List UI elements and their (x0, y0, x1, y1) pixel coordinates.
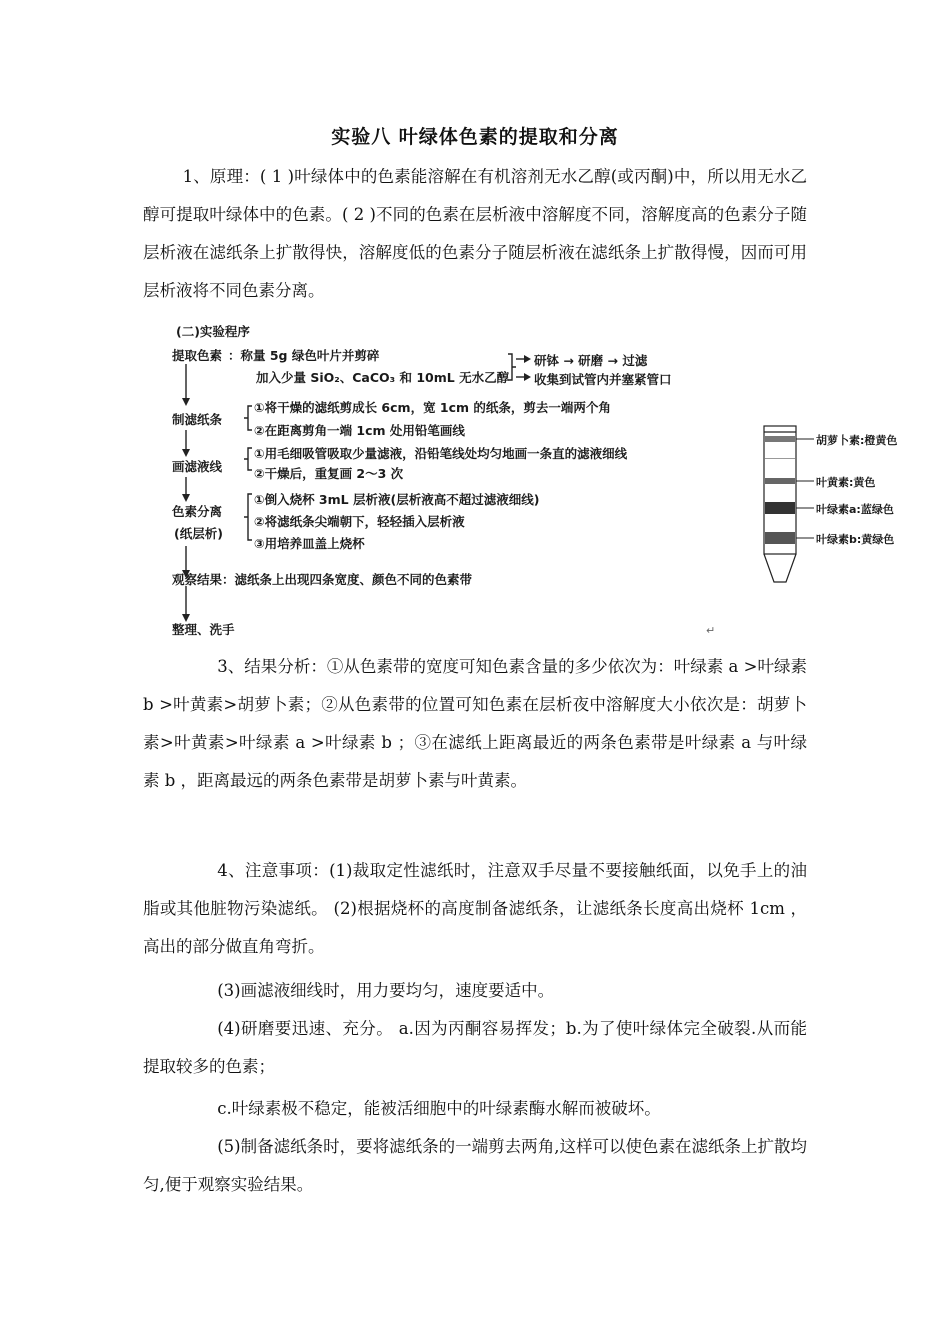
procedure-flowchart (172, 318, 712, 640)
step-line-line2: ②干燥后，重复画 2～3 次 (254, 466, 404, 481)
page-title: 实验八 叶绿体色素的提取和分离 (331, 126, 619, 148)
step-separate-line1: ①倒入烧杯 3mL 层析液(层析液高不超过滤液细线) (254, 492, 540, 507)
step-strip-line1: ①将干燥的滤纸剪成长 6cm，宽 1cm 的纸条，剪去一端两个角 (254, 400, 611, 415)
note-4: (4)研磨要迅速、充分。 a.因为丙酮容易挥发；b.为了使叶绿体完全破裂.从而能提取较多的色素； (143, 1019, 807, 1076)
notes-paragraph: 4、注意事项：(1)裁取定性滤纸时，注意双手尽量不要接触纸面，以免手上的油脂或其他脏物污染滤纸。 (2)根据烧杯的高度制备滤纸条，让滤纸条长度高出烧杯 1cm ，高出的部分做直角弯折。 (143, 861, 807, 956)
step-line-label: 画滤液线 (172, 459, 223, 474)
chromatography-tube-diagram (760, 420, 910, 592)
step-observe: 观察结果：滤纸条上出现四条宽度、颜色不同的色素带 (172, 572, 473, 587)
note-4c: c.叶绿素极不稳定，能被活细胞中的叶绿素酶水解而被破坏。 (217, 1099, 661, 1118)
band-chlorophyll-b-label: 叶绿素b:黄绿色 (816, 533, 895, 546)
band-xanthophyll-label: 叶黄素:黄色 (816, 476, 876, 489)
return-mark: ↵ (706, 624, 716, 637)
step-extract-right1: 研钵 → 研磨 → 过滤 (534, 353, 648, 368)
step-separate-sublabel: (纸层析) (174, 526, 223, 541)
step-line-line1: ①用毛细吸管吸取少量滤液，沿铅笔线处均匀地画一条直的滤液细线 (254, 446, 628, 461)
step-extract-line1: ：称量 5g 绿色叶片并剪碎 (228, 348, 380, 363)
flowchart-heading: (二)实验程序 (176, 324, 250, 339)
note-5: (5)制备滤纸条时，要将滤纸条的一端剪去两角,这样可以使色素在滤纸条上扩散均匀,便于观察实验结果。 (143, 1137, 807, 1194)
step-separate-line2: ②将滤纸条尖端朝下，轻轻插入层析液 (254, 514, 465, 529)
step-extract-label: 提取色素 (172, 348, 223, 363)
results-paragraph: 3、结果分析：①从色素带的宽度可知色素含量的多少依次为：叶绿素 a >叶绿素 b >叶黄素>胡萝卜素；②从色素带的位置可知色素在层析夜中溶解度大小依次是：胡萝卜素>叶黄素>叶绿素 a >叶绿素 b ；③在滤纸上距离最近的两条色素带是叶绿素 a 与叶绿素 b ，距离最远的两条色素带是胡萝卜素与叶黄素。 (143, 657, 807, 790)
note-3: (3)画滤液细线时，用力要均匀，速度要适中。 (217, 981, 555, 1000)
band-carotene-label: 胡萝卜素:橙黄色 (816, 434, 898, 447)
step-cleanup: 整理、洗手 (172, 622, 235, 637)
step-strip-label: 制滤纸条 (172, 412, 223, 427)
band-chlorophyll-a-label: 叶绿素a:蓝绿色 (816, 503, 894, 516)
step-extract-line2: 加入少量 SiO₂、CaCO₃ 和 10mL 无水乙醇 (256, 370, 510, 385)
step-separate-line3: ③用培养皿盖上烧杯 (254, 536, 365, 551)
step-strip-line2: ②在距离剪角一端 1cm 处用铅笔画线 (254, 423, 465, 438)
principle-paragraph: 1、原理：( 1 )叶绿体中的色素能溶解在有机溶剂无水乙醇(或丙酮)中，所以用无水乙醇可提取叶绿体中的色素。( 2 )不同的色素在层析液中溶解度不同，溶解度高的色素分子随层析液在滤纸条上扩散得快，溶解度低的色素分子随层析液在滤纸条上扩散得慢，因而可用层析液将不同色素分离。 (143, 167, 807, 300)
step-separate-label: 色素分离 (172, 504, 223, 519)
step-extract-right2: 收集到试管内并塞紧管口 (534, 372, 672, 387)
